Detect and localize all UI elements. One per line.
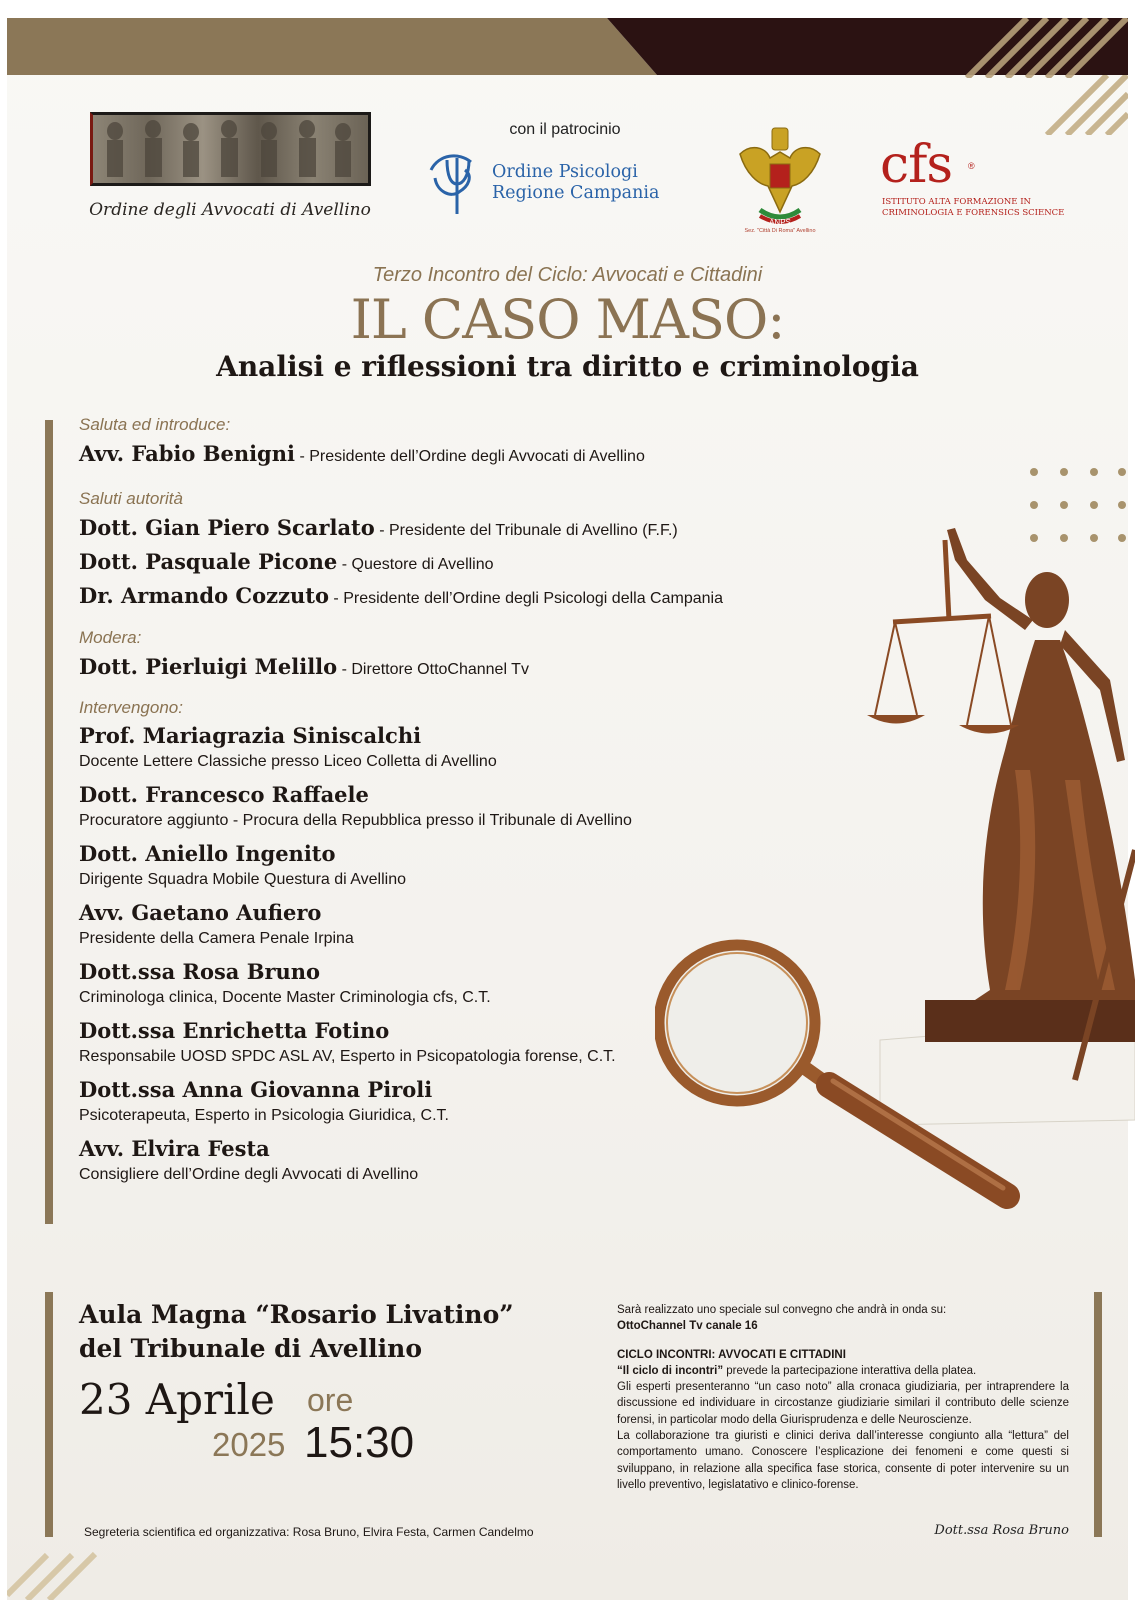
- ordine-psicologi-line2: Regione Campania: [492, 183, 660, 203]
- speaker-description: Dirigente Squadra Mobile Questura di Avellino: [79, 871, 407, 888]
- ordine-psicologi-line1: Ordine Psicologi: [492, 162, 638, 182]
- speaker-item: [79, 838, 779, 897]
- speaker-description: Procuratore aggiunto - Procura della Repubblica presso il Tribunale di Avellino: [79, 812, 632, 829]
- speaker-name: Dott. Aniello Ingenito: [79, 841, 336, 866]
- event-notes: [617, 1302, 1069, 1493]
- cfs-tagline: [882, 197, 1082, 219]
- page-subtitle: Analisi e riflessioni tra diritto e criminologia: [216, 350, 919, 383]
- person-name: Dott. Pasquale Picone: [79, 549, 338, 574]
- speaker-item: [79, 1015, 779, 1074]
- program-accent-bar: [45, 420, 53, 1224]
- cfs-logo: [872, 135, 1087, 225]
- person-role: - Presidente del Tribunale di Avellino (F.F.): [374, 522, 678, 539]
- notes-spacer: [617, 1335, 1069, 1347]
- page-title: IL CASO MASO:: [350, 288, 785, 351]
- top-decorative-band: [7, 18, 1128, 78]
- roman-relief-image: [90, 112, 371, 186]
- venue-accent-bar: [45, 1292, 53, 1537]
- eagle-emblem-icon: [730, 124, 830, 228]
- ordine-avvocati-caption: Ordine degli Avvocati di Avellino: [89, 200, 371, 220]
- ordine-psicologi-logo: [425, 144, 685, 218]
- section-label-speakers: Intervengono:: [79, 698, 183, 717]
- speaker-description: Consigliere dell’Ordine degli Avvocati di Avellino: [79, 1166, 419, 1183]
- venue-line-1: Aula Magna “Rosario Livatino”: [79, 1300, 514, 1329]
- authority-row: [79, 579, 779, 613]
- program-list: [79, 413, 779, 1192]
- speaker-name: Avv. Elvira Festa: [79, 1136, 270, 1161]
- person-role: - Presidente dell’Ordine degli Psicologi della Campania: [328, 590, 723, 607]
- section-label-moderator: Modera:: [79, 628, 142, 647]
- person-role: - Questore di Avellino: [337, 556, 494, 573]
- speaker-item: [79, 897, 779, 956]
- speaker-item: [79, 1074, 779, 1133]
- cfs-registered: ®: [968, 161, 975, 171]
- speaker-item: [79, 779, 779, 838]
- secretary-credit: Segreteria scientifica ed organizzativa: Rosa Bruno, Elvira Festa, Carmen Candelmo: [84, 1525, 534, 1539]
- anps-logo: [730, 124, 830, 240]
- person-role: - Presidente dell’Ordine degli Avvocati di Avellino: [295, 448, 645, 465]
- speaker-description: Psicoterapeuta, Esperto in Psicologia Giuridica, C.T.: [79, 1107, 449, 1124]
- authority-row: [79, 511, 779, 545]
- speaker-name: Prof. Mariagrazia Siniscalchi: [79, 723, 422, 748]
- notes-paragraph-2: La collaborazione tra giuristi e clinici deriva dall’interesse congiunto alla “lettura” del comportamento umano. Conoscere l’esplicazione dei fenomeni e come questi si sviluppano, in relazione alla specifica fase storica, consente di poter intervenire su un livello preventivo, legislatativo e clinico-forense.: [617, 1430, 1069, 1491]
- person-name: Dott. Pierluigi Melillo: [79, 654, 338, 679]
- venue-block: [79, 1298, 599, 1366]
- speaker-description: Presidente della Camera Penale Irpina: [79, 930, 354, 947]
- patrocinio-label: con il patrocinio: [509, 121, 621, 138]
- notes-paragraph-1: Gli esperti presenteranno “un caso noto” alla cronaca giudiziaria, per intraprendere la discussione ed individuare in circostanze giudiziarie similari il contributo delle scienze forensi, in particolar modo della Giurisprudenza e delle Neuroscienze.: [617, 1381, 1069, 1426]
- speaker-item: [79, 956, 779, 1015]
- broadcast-note: Sarà realizzato uno speciale sul convegno che andrà in onda su:: [617, 1304, 947, 1316]
- speaker-name: Dott.ssa Rosa Bruno: [79, 959, 321, 984]
- event-year: 2025: [212, 1426, 286, 1463]
- notes-heading: CICLO INCONTRI: AVVOCATI E CITTADINI: [617, 1348, 846, 1361]
- ordine-psicologi-name: [492, 162, 692, 204]
- section-label-authorities: Saluti autorità: [79, 489, 183, 508]
- cycle-note: [617, 1363, 1069, 1379]
- person-name: Dott. Gian Piero Scarlato: [79, 515, 375, 540]
- psi-symbol-icon: [425, 148, 489, 216]
- section-label-introduce: Saluta ed introduce:: [79, 415, 231, 434]
- broadcast-channel: OttoChannel Tv canale 16: [617, 1320, 758, 1333]
- notes-accent-bar: [1094, 1292, 1102, 1537]
- signature: Dott.ssa Rosa Bruno: [934, 1523, 1069, 1538]
- cfs-tagline-2: CRIMINOLOGIA E FORENSICS SCIENCE: [882, 208, 1065, 218]
- speaker-description: Docente Lettere Classiche presso Liceo Colletta di Avellino: [79, 753, 497, 770]
- time-label: ore: [307, 1382, 354, 1418]
- anps-subtitle: Sez. "Città Di Roma" Avellino: [744, 228, 816, 234]
- cfs-wordmark: cfs: [880, 135, 953, 195]
- cycle-subtitle: Terzo Incontro del Ciclo: Avvocati e Cittadini: [372, 264, 763, 286]
- event-time: 15:30: [304, 1418, 415, 1467]
- venue-line-2: del Tribunale di Avellino: [79, 1334, 423, 1363]
- authority-row: [79, 545, 779, 579]
- cycle-note-bold: “Il ciclo di incontri”: [617, 1364, 724, 1377]
- speaker-name: Avv. Gaetano Aufiero: [79, 900, 322, 925]
- corner-stripes-top-right: [1027, 75, 1128, 135]
- speaker-item: [79, 1133, 779, 1192]
- speaker-description: Criminologa clinica, Docente Master Criminologia cfs, C.T.: [79, 989, 491, 1006]
- anps-mark: ANPS: [769, 218, 791, 227]
- speaker-name: Dott.ssa Enrichetta Fotino: [79, 1018, 390, 1043]
- cfs-tagline-1: ISTITUTO ALTA FORMAZIONE IN: [882, 197, 1031, 207]
- person-name: Dr. Armando Cozzuto: [79, 583, 329, 608]
- introduce-row: [79, 437, 779, 471]
- cycle-note-rest: prevede la partecipazione interattiva della platea.: [723, 1364, 977, 1377]
- speaker-name: Dott.ssa Anna Giovanna Piroli: [79, 1077, 433, 1102]
- corner-stripes-bottom-left: [7, 1540, 127, 1600]
- speaker-description: Responsabile UOSD SPDC ASL AV, Esperto in Psicopatologia forense, C.T.: [79, 1048, 616, 1065]
- person-role: - Direttore OttoChannel Tv: [337, 661, 529, 678]
- person-name: Avv. Fabio Benigni: [79, 441, 295, 466]
- event-date: 23 Aprile: [79, 1375, 275, 1424]
- moderator-row: [79, 650, 779, 684]
- ordine-avvocati-logo: [60, 112, 400, 227]
- speaker-item: [79, 720, 779, 779]
- speaker-name: Dott. Francesco Raffaele: [79, 782, 369, 807]
